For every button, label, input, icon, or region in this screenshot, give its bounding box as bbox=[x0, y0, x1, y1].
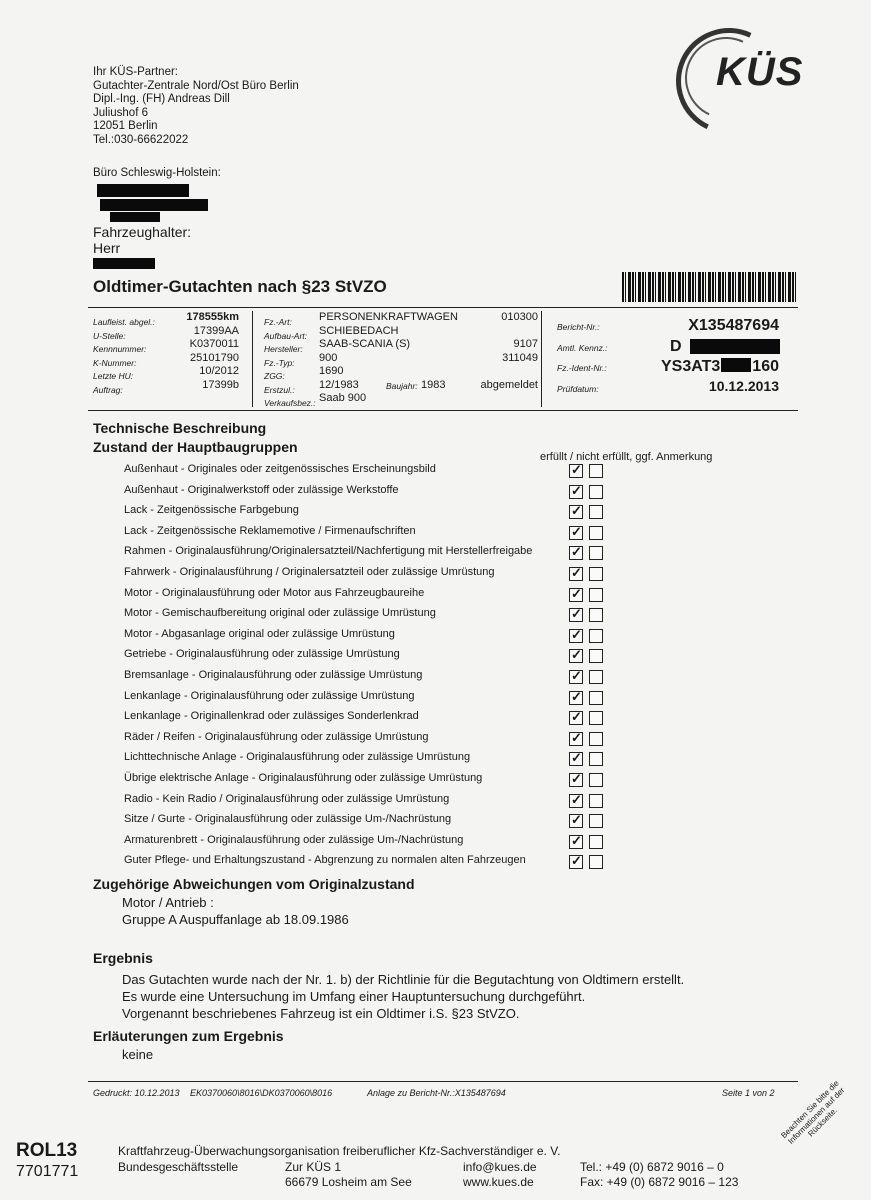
info-label: Letzte HU: bbox=[93, 371, 134, 381]
criterion-label: Übrige elektrische Anlage - Originalausführung oder zulässige Umrüstung bbox=[124, 772, 483, 784]
criterion-label: Radio - Kein Radio / Originalausführung oder zulässige Umrüstung bbox=[124, 793, 450, 805]
org-fax: Fax: +49 (0) 6872 9016 – 123 bbox=[580, 1175, 739, 1189]
tech-heading: Technische Beschreibung bbox=[93, 420, 267, 436]
not-fulfilled-checkbox[interactable] bbox=[589, 464, 603, 478]
not-fulfilled-checkbox[interactable] bbox=[589, 567, 603, 581]
barcode-icon bbox=[622, 272, 796, 302]
criterion-label: Motor - Gemischaufbereitung original oder zulässige Umrüstung bbox=[124, 607, 436, 619]
org-phone: Tel.: +49 (0) 6872 9016 – 0 bbox=[580, 1160, 724, 1174]
redaction-bar bbox=[690, 339, 780, 354]
not-fulfilled-checkbox[interactable] bbox=[589, 773, 603, 787]
fulfilled-checkbox[interactable] bbox=[569, 526, 583, 540]
logo-text: KÜS bbox=[716, 50, 804, 94]
info-label: Auftrag: bbox=[93, 384, 123, 395]
rol-number: 7701771 bbox=[16, 1163, 79, 1180]
left-info bbox=[93, 312, 239, 393]
not-fulfilled-checkbox[interactable] bbox=[589, 670, 603, 684]
not-fulfilled-checkbox[interactable] bbox=[589, 546, 603, 560]
criterion-label: Außenhaut - Originalwerkstoff oder zulässige Werkstoffe bbox=[124, 484, 399, 496]
deviations-heading: Zugehörige Abweichungen vom Originalzustand bbox=[93, 876, 415, 892]
not-fulfilled-checkbox[interactable] bbox=[589, 752, 603, 766]
info-label: Hersteller: bbox=[264, 344, 303, 354]
partner-address bbox=[93, 66, 299, 147]
checklist-column-head: erfüllt / nicht erfüllt, ggf. Anmerkung bbox=[540, 451, 713, 463]
criterion-label: Lichttechnische Anlage - Originalausführung oder zulässige Umrüstung bbox=[124, 751, 471, 763]
notes-text: keine bbox=[122, 1047, 154, 1062]
info-value: SAAB-SCANIA (S) bbox=[319, 338, 411, 350]
not-fulfilled-checkbox[interactable] bbox=[589, 794, 603, 808]
mid-info bbox=[264, 312, 538, 407]
redaction-bar bbox=[110, 212, 160, 222]
org-email[interactable]: info@kues.de bbox=[463, 1160, 537, 1174]
org-website[interactable]: www.kues.de bbox=[463, 1175, 534, 1189]
not-fulfilled-checkbox[interactable] bbox=[589, 814, 603, 828]
criterion-label: Bremsanlage - Originalausführung oder zulässige Umrüstung bbox=[124, 669, 423, 681]
partner-line: Ihr KÜS-Partner: bbox=[93, 66, 178, 78]
info-label: Amtl. Kennz.: bbox=[557, 343, 608, 353]
rol-code: ROL13 bbox=[16, 1140, 78, 1161]
info-code: 311049 bbox=[502, 351, 538, 364]
print-date: Gedruckt: 10.12.2013 bbox=[93, 1088, 180, 1098]
partner-line: 12051 Berlin bbox=[93, 120, 158, 132]
not-fulfilled-checkbox[interactable] bbox=[589, 732, 603, 746]
info-label: K-Nummer: bbox=[93, 357, 137, 368]
not-fulfilled-checkbox[interactable] bbox=[589, 711, 603, 725]
fulfilled-checkbox[interactable] bbox=[569, 855, 583, 869]
partner-line: Gutachter-Zentrale Nord/Ost Büro Berlin bbox=[93, 79, 299, 92]
criterion-label: Lenkanlage - Originalausführung oder zulässige Umrüstung bbox=[124, 690, 415, 702]
print-codes: EK0370060\8016\DK0370060\8016 bbox=[190, 1088, 333, 1098]
fulfilled-checkbox[interactable] bbox=[569, 505, 583, 519]
result-line: Vorgenannt beschriebenes Fahrzeug ist ein Oldtimer i.S. §23 StVZO. bbox=[122, 1006, 520, 1021]
fulfilled-checkbox[interactable] bbox=[569, 794, 583, 808]
fulfilled-checkbox[interactable] bbox=[569, 752, 583, 766]
info-value: SCHIEBEDACH bbox=[319, 324, 399, 337]
fulfilled-checkbox[interactable] bbox=[569, 567, 583, 581]
info-value: 1690 bbox=[319, 365, 344, 377]
criterion-label: Sitze / Gurte - Originalausführung oder zulässige Um-/Nachrüstung bbox=[124, 813, 452, 825]
fulfilled-checkbox[interactable] bbox=[569, 464, 583, 478]
fulfilled-checkbox[interactable] bbox=[569, 670, 583, 684]
result-line: Das Gutachten wurde nach der Nr. 1. b) der Richtlinie für die Begutachtung von Oldtimern erstellt. bbox=[122, 972, 685, 987]
info-label: U-Stelle: bbox=[93, 330, 126, 341]
fulfilled-checkbox[interactable] bbox=[569, 485, 583, 499]
info-status: abgemeldet bbox=[480, 378, 538, 391]
info-label: Aufbau-Art: bbox=[264, 330, 307, 341]
partner-line: Juliushof 6 bbox=[93, 106, 148, 119]
not-fulfilled-checkbox[interactable] bbox=[589, 629, 603, 643]
kues-logo bbox=[676, 28, 836, 124]
fulfilled-checkbox[interactable] bbox=[569, 649, 583, 663]
info-label: Laufleist. abgel.: bbox=[93, 317, 155, 327]
deviation-line: Gruppe A Auspuffanlage ab 18.09.1986 bbox=[122, 912, 349, 927]
redaction-bar bbox=[100, 199, 208, 211]
org-city: 66679 Losheim am See bbox=[285, 1175, 412, 1189]
partner-line: Dipl.-Ing. (FH) Andreas Dill bbox=[93, 93, 230, 105]
not-fulfilled-checkbox[interactable] bbox=[589, 505, 603, 519]
info-code: 010300 bbox=[501, 311, 538, 323]
info-code: 9107 bbox=[513, 338, 538, 350]
not-fulfilled-checkbox[interactable] bbox=[589, 691, 603, 705]
holder-salutation: Herr bbox=[93, 240, 121, 256]
not-fulfilled-checkbox[interactable] bbox=[589, 526, 603, 540]
not-fulfilled-checkbox[interactable] bbox=[589, 608, 603, 622]
org-street: Zur KÜS 1 bbox=[285, 1160, 342, 1174]
redaction-bar bbox=[97, 184, 189, 197]
fulfilled-checkbox[interactable] bbox=[569, 691, 583, 705]
info-value: PERSONENKRAFTWAGEN bbox=[319, 311, 458, 323]
criterion-label: Rahmen - Originalausführung/Originalersatzteil/Nachfertigung mit Herstellerfreigabe bbox=[124, 545, 533, 557]
info-value: 178555km bbox=[186, 311, 239, 323]
right-info bbox=[557, 312, 779, 408]
not-fulfilled-checkbox[interactable] bbox=[589, 588, 603, 602]
not-fulfilled-checkbox[interactable] bbox=[589, 855, 603, 869]
not-fulfilled-checkbox[interactable] bbox=[589, 835, 603, 849]
info-value: K0370011 bbox=[189, 338, 239, 350]
fulfilled-checkbox[interactable] bbox=[569, 629, 583, 643]
report-number: X135487694 bbox=[688, 317, 779, 334]
vin-end: 160 bbox=[752, 358, 779, 375]
info-value: 10/2012 bbox=[199, 365, 239, 377]
print-line-rule bbox=[88, 1081, 798, 1082]
criterion-label: Getriebe - Originalausführung oder zulässige Umrüstung bbox=[124, 648, 400, 660]
criterion-label: Guter Pflege- und Erhaltungszustand - Abgrenzung zu normalen alten Fahrzeugen bbox=[124, 854, 526, 866]
vin-start: YS3AT3 bbox=[661, 358, 721, 375]
criterion-label: Räder / Reifen - Originalausführung oder zulässige Umrüstung bbox=[124, 731, 429, 743]
fulfilled-checkbox[interactable] bbox=[569, 608, 583, 622]
info-value: 900 bbox=[319, 351, 338, 364]
table-top-rule bbox=[88, 307, 798, 308]
criterion-label: Lack - Zeitgenössische Reklamemotive / Firmenaufschriften bbox=[124, 525, 416, 537]
info-value: 1983 bbox=[421, 378, 446, 391]
criterion-label: Armaturenbrett - Originalausführung oder zulässige Um-/Nachrüstung bbox=[124, 834, 464, 846]
org-name: Kraftfahrzeug-Überwachungsorganisation freiberuflicher Kfz-Sachverständiger e. V. bbox=[118, 1144, 561, 1158]
info-value: 17399b bbox=[202, 378, 239, 391]
fulfilled-checkbox[interactable] bbox=[569, 546, 583, 560]
partner-line: Tel.:030-66622022 bbox=[93, 133, 189, 146]
holder-label: Fahrzeughalter: bbox=[93, 224, 192, 240]
fulfilled-checkbox[interactable] bbox=[569, 814, 583, 828]
fulfilled-checkbox[interactable] bbox=[569, 588, 583, 602]
criterion-label: Lenkanlage - Originallenkrad oder zulässiges Sonderlenkrad bbox=[124, 710, 419, 722]
not-fulfilled-checkbox[interactable] bbox=[589, 485, 603, 499]
inspection-date: 10.12.2013 bbox=[708, 378, 779, 394]
info-label: Bericht-Nr.: bbox=[557, 322, 600, 332]
not-fulfilled-checkbox[interactable] bbox=[589, 649, 603, 663]
office-label: Büro Schleswig-Holstein: bbox=[93, 167, 221, 179]
result-heading: Ergebnis bbox=[93, 950, 153, 966]
plate-prefix: D bbox=[670, 338, 682, 355]
table-divider bbox=[541, 311, 542, 407]
print-annex: Anlage zu Bericht-Nr.:X135487694 bbox=[367, 1088, 506, 1098]
deviation-line: Motor / Antrieb : bbox=[122, 895, 214, 910]
info-label: Kennnummer: bbox=[93, 344, 147, 354]
info-label: Prüfdatum: bbox=[557, 384, 599, 394]
criterion-label: Motor - Abgasanlage original oder zulässige Umrüstung bbox=[124, 628, 395, 640]
state-heading: Zustand der Hauptbaugruppen bbox=[93, 439, 298, 455]
table-bottom-rule bbox=[88, 410, 798, 411]
notes-heading: Erläuterungen zum Ergebnis bbox=[93, 1028, 284, 1044]
info-label: Baujahr: bbox=[386, 380, 418, 391]
criterion-label: Lack - Zeitgenössische Farbgebung bbox=[124, 504, 299, 516]
criterion-label: Motor - Originalausführung oder Motor aus Fahrzeugbaureihe bbox=[124, 587, 425, 599]
fulfilled-checkbox[interactable] bbox=[569, 773, 583, 787]
info-value: 12/1983 bbox=[319, 378, 359, 391]
info-label: Verkaufsbez.: bbox=[264, 398, 316, 408]
result-line: Es wurde eine Untersuchung im Umfang einer Hauptuntersuchung durchgeführt. bbox=[122, 989, 586, 1004]
info-value: Saab 900 bbox=[319, 392, 367, 404]
fulfilled-checkbox[interactable] bbox=[569, 835, 583, 849]
back-side-note: Beachten Sie bitte die Informationen auf der Rückseite. bbox=[779, 1078, 847, 1146]
info-label: Fz.-Art: bbox=[264, 317, 292, 327]
info-label: ZGG: bbox=[264, 371, 285, 381]
info-label: Erstzul.: bbox=[264, 384, 295, 395]
info-label: Fz.-Typ: bbox=[264, 357, 295, 368]
criterion-label: Außenhaut - Originales oder zeitgenössisches Erscheinungsbild bbox=[124, 463, 436, 475]
criterion-label: Fahrwerk - Originalausführung / Originalersatzteil oder zulässige Umrüstung bbox=[124, 566, 495, 578]
redaction-bar bbox=[93, 258, 155, 269]
fulfilled-checkbox[interactable] bbox=[569, 732, 583, 746]
info-value: 25101790 bbox=[190, 351, 239, 364]
redaction-bar bbox=[721, 358, 751, 372]
document-title: Oldtimer-Gutachten nach §23 StVZO bbox=[93, 277, 387, 296]
table-divider bbox=[252, 311, 253, 407]
info-label: Fz.-Ident-Nr.: bbox=[557, 363, 607, 373]
page-number: Seite 1 von 2 bbox=[722, 1088, 775, 1098]
org-office: Bundesgeschäftsstelle bbox=[118, 1160, 239, 1174]
fulfilled-checkbox[interactable] bbox=[569, 711, 583, 725]
info-value: 17399AA bbox=[193, 324, 239, 337]
